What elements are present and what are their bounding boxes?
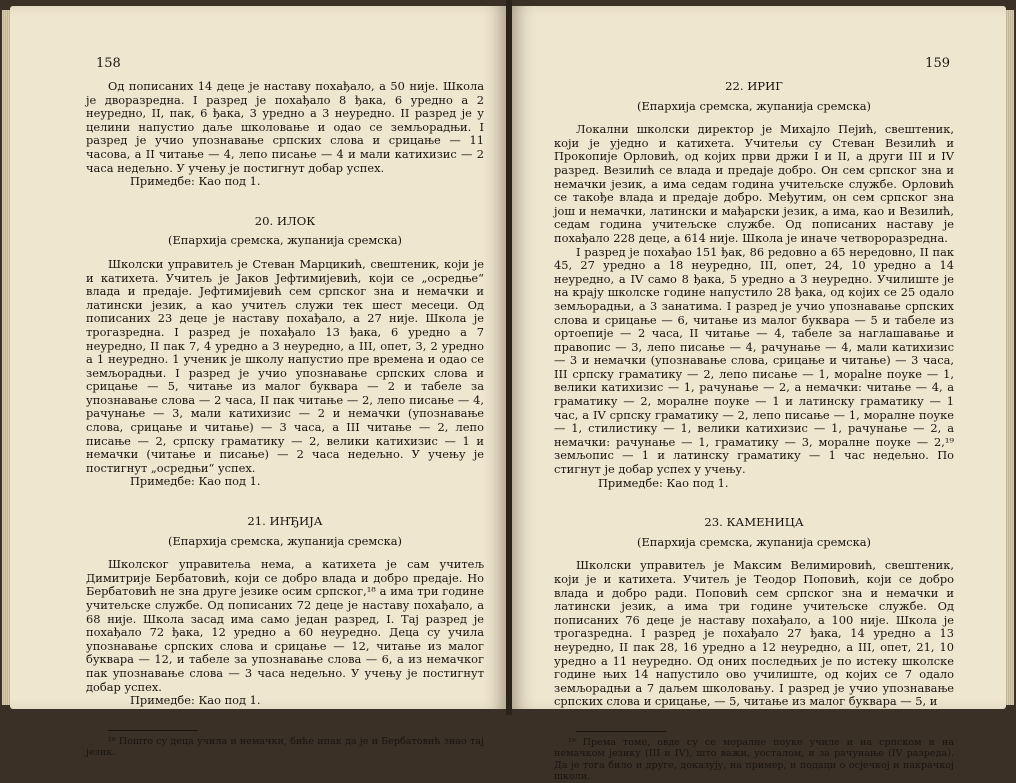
footnote-divider (576, 731, 666, 732)
remarks-note: Примедбе: Као под 1. (130, 174, 261, 189)
paragraph: I разред је похађао 151 ђак, 86 редовно а 65 нередовно, II пак 45, 27 уредно а 18 неуредно, III, опет, 24, 10 уредно а 14 неуредно, а IV само 8 ђака, 5 уредно а 3 неуредно. Училиште је на крају школске године напустило 28 ђака, од којих се 25 одало земљорадњи, а 3 занатима. I разред је учио упознавање српских слова и срицање — 6, читање из малог буквара — 5 и табеле из ортоепије — 2 часа, II читање — 4, табеле за наглашавање и правопис — 3, лепо писање — 4, рачунање — 4, мали катихизис — 3 и немачки (упознавање слова, срицање и читање) — 3 часа, III српску граматику — 2, лепо писање — 1, мораlне поуке — 1, велики катихизис — 1, рачунање — 2, а немачки: читање — 4, а граматику — 2, моралне поуке — 1 и латинску граматику — 1 час, а IV српску граматику — 2, лепо писање — 1, моралне поуке — 1, стилистику — 1, велики катихизис — 1, рачунање — 2, а немачки: рачунање — 1, граматику — 3, моралне поуке — 2,¹⁹ земљопис — 1 и латинску граматику — 1 час недељно. По стигнут је добар успех у учењу. (554, 244, 954, 477)
section-subheading: (Епархија сремска, жупанија сремска) (637, 534, 871, 549)
left-page (10, 6, 506, 759)
paragraph: Школског управитеља нема, а катихета је сам учитељ Димитрије Бербатовић, који се добро влада и добро предаје. Но Бербатовић не зна друге језике осим српског,¹⁸ а има три године учитељске службе. Од пописаних 72 деце је наставу похађало, а 68 није. Школа засад има само један разред, I. Тај разред је похађало 72 ђака, 12 уредно а 60 неуредно. Деца су учила упознавање српских слова и срицање — 12, читање из малог буквара — 12, и табеле за упознавање слова — 6, а из немачког пак упознавање слова — 3 часа недељно. У учењу је постигнут добар успех. (86, 557, 484, 694)
footnote-divider (108, 730, 198, 731)
right-page-content (554, 80, 954, 783)
section-subheading: (Епархија сремска, жупанија сремска) (637, 98, 871, 113)
section-heading: 22. ИРИГ (725, 79, 783, 93)
right-page (512, 6, 1006, 783)
page-number: 159 (925, 56, 950, 71)
paragraph: Школски управитељ је Максим Велимировић, свештеник, који је и катихета. Учитељ је Теодор Поповић, који се добро влада и добро ради. Поповић сем српског зна и немачки и латински језик, а има три године учитељске службе. Од пописаних 76 деце је наставу похађало, а 100 није. Школа је трогазредна. I разред је похађало 27 ђака, 14 уредно а 13 неуредно, II пак 28, 16 уредно а 12 неуредно, а III, опет, 21, 10 уредно а 11 неуредно. Од оних последњих је по истеку школске године њих 14 напустило ово училиште, од којих се 7 одало земљорадњи а 7 даљем школовању. I разред је учио упознавање српских слова и срицање, — 5, читање из малог буквара — 5, и (554, 558, 954, 709)
remarks-note: Примедбе: Као под 1. (130, 693, 261, 708)
footnote: ¹⁹ Према томе, овде су се моралне поуке училе и на српском и на немачком језику (III и IV), што важи, уосталом, и за рачунање (IV разреда). Да је тога било и друге, доказују, на пример, и подаци о осјечкој и пакрачкој школи. (554, 736, 954, 783)
section-subheading: (Епархија сремска, жупанија сремска) (168, 233, 402, 248)
paragraph: Од пописаних 14 деце је наставу похађало, а 50 није. Школа је дворазредна. I разред је похађало 8 ђака, 6 уредно а 2 неуредно, II, пак, 6 ђака, 3 уредно а 3 неуредно. II разред је у целини напустио даље школовање и одао се земљорадњи. I разред је учио упознавање српских слова и срицање — 11 часова, а II читање — 4, лепо писање — 4 и мали катихизис — 2 часа недељно. У учењу је постигнут добар успех. (86, 79, 484, 175)
section-subheading: (Епархија сремска, жупанија сремска) (168, 533, 402, 548)
section-heading: 20. ИЛОК (254, 213, 316, 228)
remarks-note: Примедбе: Као под 1. (598, 475, 729, 490)
page-number: 158 (96, 56, 121, 71)
footnote: ¹⁸ Пошто су деца учила и немачки, биће ипак да је и Бербатовић знао тај језик. (86, 735, 484, 759)
page-edges-right (1005, 10, 1014, 705)
paragraph: Школски управитељ је Стеван Марцикић, свештеник, који је и катихета. Учитељ је Јаков Јефтимијевић, који се „осредње“ влада и предаје. Јефтимијевић сем српског зна и немачки и латински језик, а као учитељ служи тек шест месеци. Од пописаних 23 деце је наставу похађало, а 27 није. Школа је трогазредна. I разред је похађало 13 ђака, 6 уредно а 7 неуредно, II пак 7, 4 уредно а 3 неуредно, а III, опет, 3, 2 уредно а 1 неуредно. 1 ученик је школу напустио пре времена и одао се земљорадњи. I разред је учио упознавање српских слова и срицање — 5, читање из малог буквара — 2 и табеле за упознавање слова — 2 часа, II пак читање — 2, лепо писање — 4, рачунање — 3, мали катихизис — 2 и немачки (упознавање слова, срицање и читање) — 3 часа, а III читање — 2, лепо писање — 2, српску граматику — 2, велики катихизис — 1 и немачки (читање и писање) — 2 часа недељно. У учењу је постигнут „осредњи“ успех. (86, 256, 484, 475)
section-heading: 23. КАМЕНИЦА (704, 515, 804, 530)
paragraph: Локални школски директор је Михајло Пејић, свештеник, који је уједно и катихета. Учитељи су Стеван Везилић и Прокопије Орловић, од којих први држи I и II, а други III и IV разред. Везилић се влада и предаје добро. Он сем српског зна и немачки језик, а има седам година учитељске службе. Орловић се такође влада и предаје добро. Међутим, он сем српског зна још и немачки, латински и мађарски језик, а има, као и Везилић, седам година учитељске службе. Од пописаних наставу је похађало 228 деце, а 614 није. Школа је иначе четвороразредна. (554, 122, 954, 245)
remarks-note: Примедбе: Као под 1. (130, 474, 261, 489)
left-page-content (86, 80, 484, 759)
section-heading: 21. ИНЂИЈА (247, 514, 323, 529)
